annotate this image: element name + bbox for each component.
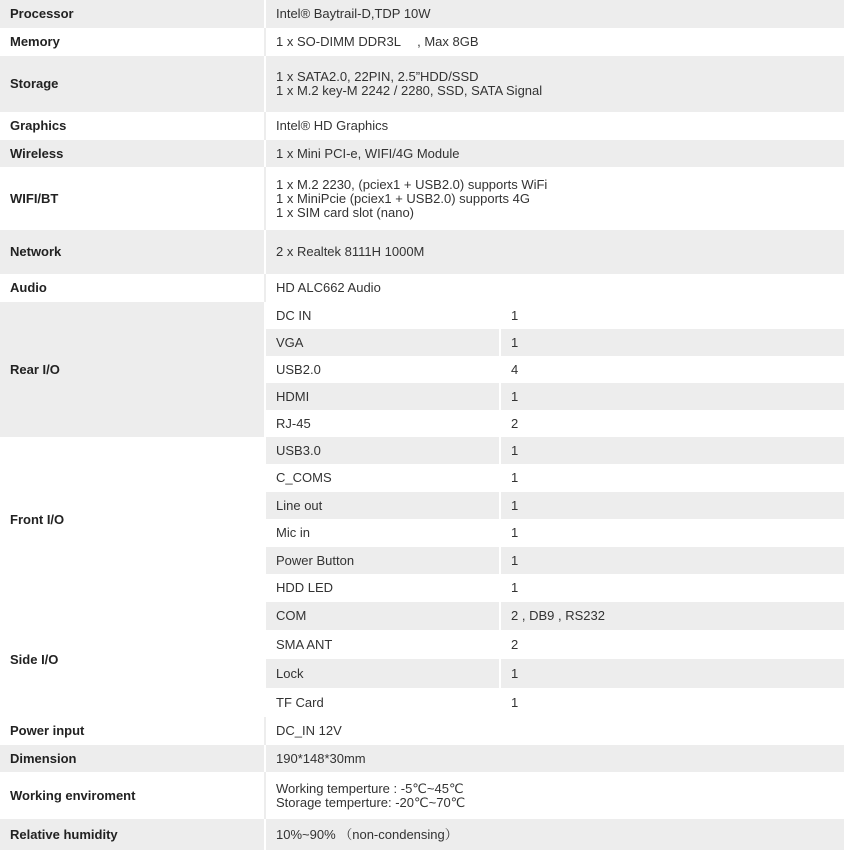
spec-value-line: Storage temperture: -20℃~70℃ [276,794,466,810]
spec-row-audio [0,274,844,302]
spec-label: WIFI/BT [0,167,265,230]
spec-label: Memory [0,28,265,56]
spec-row-processor [0,0,844,28]
spec-row-working-environment [0,772,844,819]
io-name: DC IN [265,302,500,329]
spec-value: Intel® Baytrail-D,TDP 10W [265,0,844,28]
io-name: Line out [265,492,500,519]
spec-row-network [0,230,844,274]
spec-row-side-io [0,602,844,630]
io-name: COM [265,602,500,630]
spec-value: DC_IN 12V [265,717,844,745]
spec-value [265,56,844,112]
spec-label: Rear I/O [0,302,265,437]
spec-value [265,772,844,819]
spec-row-storage [0,56,844,112]
io-count: 1 [500,688,844,717]
io-count: 2 [500,410,844,437]
io-count: 1 [500,574,844,602]
spec-label: Wireless [0,140,265,167]
io-name: Power Button [265,547,500,574]
io-name: RJ-45 [265,410,500,437]
spec-label: Network [0,230,265,274]
io-count: 1 [500,659,844,688]
spec-value: HD ALC662 Audio [265,274,844,302]
io-name: TF Card [265,688,500,717]
spec-value: 190*148*30mm [265,745,844,772]
io-name: HDMI [265,383,500,410]
io-count: 2 [500,630,844,659]
spec-row-rear-io [0,302,844,329]
spec-label: Relative humidity [0,819,265,850]
io-count: 1 [500,383,844,410]
io-name: HDD LED [265,574,500,602]
spec-label: Graphics [0,112,265,140]
io-name: VGA [265,329,500,356]
spec-value-line: 1 x M.2 2230, (pciex1 + USB2.0) supports WiFi [276,176,548,192]
spec-value-line: 1 x SATA2.0, 22PIN, 2.5”HDD/SSD [276,69,479,84]
spec-row-front-io [0,437,844,464]
spec-value [265,167,844,230]
spec-row-graphics [0,112,844,140]
io-name: C_COMS [265,464,500,492]
spec-label: Working enviroment [0,772,265,819]
spec-row-relative-humidity [0,819,844,850]
spec-label: Audio [0,274,265,302]
io-count: 1 [500,329,844,356]
spec-value: Intel® HD Graphics [265,112,844,140]
spec-label: Processor [0,0,265,28]
io-name: SMA ANT [265,630,500,659]
io-count: 4 [500,356,844,383]
spec-label: Power input [0,717,265,745]
spec-value-line: 1 x M.2 key-M 2242 / 2280, SSD, SATA Signal [276,83,543,98]
spec-label: Storage [0,56,265,112]
spec-value: 1 x SO-DIMM DDR3L , Max 8GB [265,28,844,56]
spec-value: 1 x Mini PCI-e, WIFI/4G Module [265,140,844,167]
io-count: 1 [500,492,844,519]
io-name: USB3.0 [265,437,500,464]
spec-label: Front I/O [0,437,265,602]
io-count: 1 [500,519,844,547]
spec-label: Dimension [0,745,265,772]
io-count: 2 , DB9 , RS232 [500,602,844,630]
spec-label: Side I/O [0,602,265,717]
io-count: 1 [500,547,844,574]
spec-row-memory [0,28,844,56]
spec-value-line: 1 x MiniPcie (pciex1 + USB2.0) supports 4G [276,190,530,206]
spec-row-wifi-bt [0,167,844,230]
spec-row-dimension [0,745,844,772]
io-count: 1 [500,464,844,492]
io-name: USB2.0 [265,356,500,383]
spec-row-power-input [0,717,844,745]
spec-value-line: 1 x SIM card slot (nano) [276,204,414,220]
io-count: 1 [500,302,844,329]
io-count: 1 [500,437,844,464]
spec-row-wireless [0,140,844,167]
spec-value: 2 x Realtek 8111H 1000M [265,230,844,274]
io-name: Mic in [265,519,500,547]
spec-value-line: Working temperture : -5℃~45℃ [276,780,464,796]
io-name: Lock [265,659,500,688]
spec-value: 10%~90% （non-condensing） [265,819,844,850]
